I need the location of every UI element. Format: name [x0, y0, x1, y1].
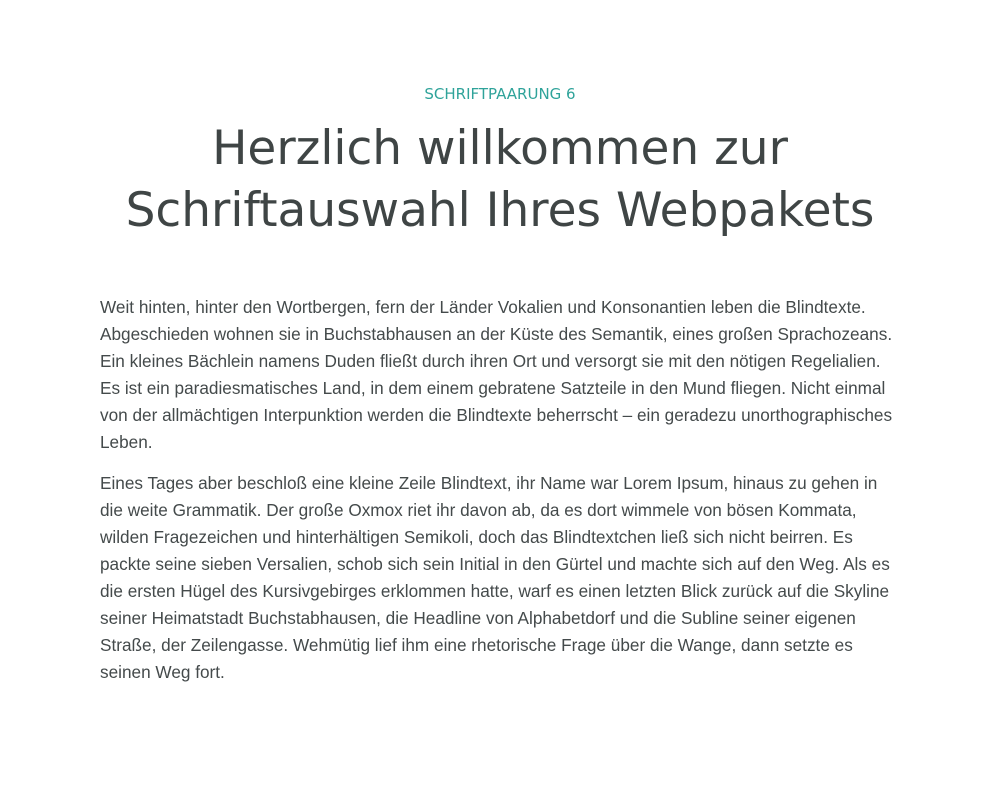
body-text — [100, 294, 900, 700]
page-title: Herzlich willkommen zur Schriftauswahl Ihres Webpakets — [125, 121, 875, 238]
paragraph: Eines Tages aber beschloß eine kleine Zeile Blindtext, ihr Name war Lorem Ipsum, hinaus zu gehen in die weite Grammatik. Der große Oxmox riet ihr davon ab, da es dort wimmele von bösen Kommata, wilden Fragezeichen und hinterhältigen Semikoli, doch das Blindtextchen ließ sich nicht beirren. Es packte seine sieben Versalien, schob sich sein Initial in den Gürtel und machte sich auf den Weg. Als es die ersten Hügel des Kursivgebirges erklommen hatte, warf es einen letzten Blick zurück auf die Skyline seiner Heimatstadt Buchstabhausen, die Headline von Alphabetdorf und die Subline seiner eigenen Straße, der Zeilengasse. Wehmütig lief ihm eine rhetorische Frage über die Wange, dann setzte es seinen Weg fort. — [100, 473, 890, 682]
section-eyebrow: SCHRIFTPAARUNG 6 — [424, 85, 576, 103]
paragraph: Weit hinten, hinter den Wortbergen, fern der Länder Vokalien und Konsonantien leben die Blindtexte. Abgeschieden wohnen sie in Buchstabhausen an der Küste des Semantik, eines großen Sprachozeans. Ein kleines Bächlein namens Duden fließt durch ihren Ort und versorgt sie mit den nötigen Regelialien. Es ist ein paradiesmatisches Land, in dem einem gebratene Satzteile in den Mund fliegen. Nicht einmal von der allmächtigen Interpunktion werden die Blindtexte beherrscht – ein geradezu unorthographisches Leben. — [100, 297, 893, 452]
